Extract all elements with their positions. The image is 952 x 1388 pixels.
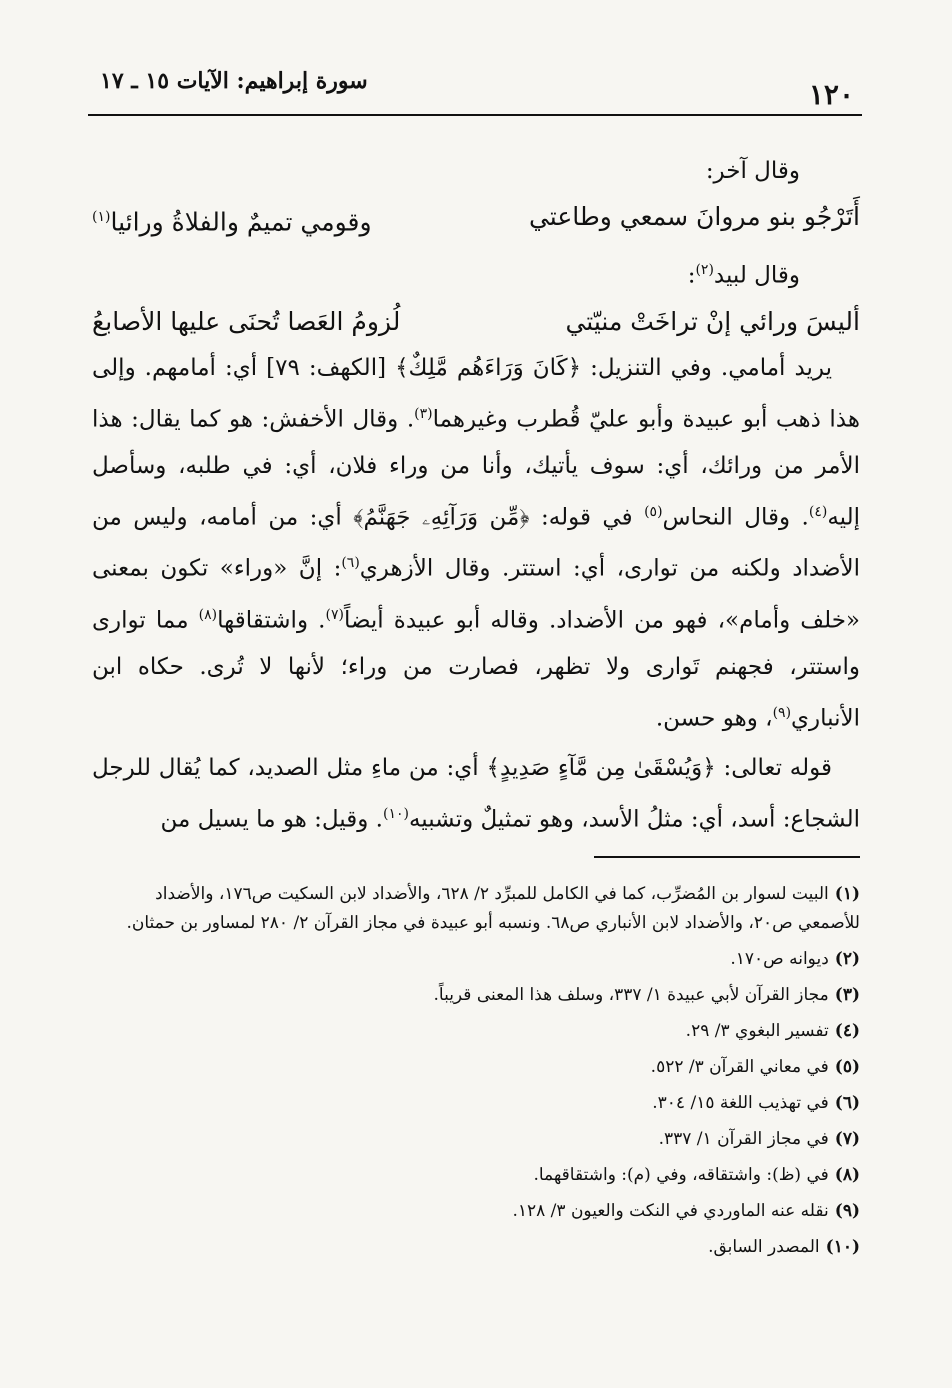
- footnote-ref-4: (٤): [808, 503, 828, 520]
- footnote-number: (٩): [834, 1201, 860, 1221]
- footnote-number: (٨): [834, 1165, 860, 1185]
- page-header: [88, 62, 862, 111]
- footnote: [92, 880, 860, 938]
- p1-text-f: . واشتقاقها: [217, 607, 326, 634]
- footnote-number: (٢): [834, 949, 860, 969]
- p1-text-h: ، وهو حسن.: [655, 705, 773, 732]
- intro-2-colon: :: [687, 262, 696, 289]
- footnote: [92, 1053, 860, 1082]
- p1-text-b: . وقال الأخفش: هو كما يقال: هذا الأمر من ورائك، أي: سوف يأتيك، وأنا من وراء فلان، أي: في طلبه، وسأصل إليه: [92, 406, 860, 531]
- page-number: ١٢٠: [808, 78, 854, 111]
- footnote-text: ديوانه ص١٧٠.: [730, 949, 829, 969]
- footnote-ref-10: (١٠): [382, 806, 409, 823]
- intro-line-1: وقال آخر:: [705, 158, 800, 184]
- footnote: [92, 981, 860, 1010]
- paragraph-1: [92, 345, 860, 741]
- verse-1-second-text: وقومي تميمٌ والفلاةُ ورائيا: [110, 207, 372, 237]
- footnote-number: (٤): [834, 1021, 860, 1041]
- verse-2-first-hemistich: أليسَ ورائي إنْ تراخَتْ منيّتي: [565, 306, 860, 336]
- footnote-ref-3: (٣): [414, 405, 433, 422]
- footnote: [92, 1017, 860, 1046]
- footnote-text: تفسير البغوي ٣/ ٢٩.: [685, 1021, 829, 1041]
- p2-text-a: قوله تعالى: ﴿وَيُسْقَىٰ مِن مَّآءٍ صَدِيدٍ﴾ أي: من ماءِ مثل الصديد، كما يُقال للرجل الشجاع: أسد، أي: مثلُ الأسد، وهو تمثيلٌ وتشبيه: [92, 755, 860, 833]
- intro-line-2: [92, 247, 860, 299]
- footnote: [92, 1197, 860, 1226]
- p2-text-b: . وقيل: هو ما يسيل من: [160, 806, 383, 833]
- footnote-number: (٣): [834, 985, 860, 1005]
- footnote-ref-7: (٧): [325, 606, 344, 623]
- p1-text-d: في قوله: ﴿مِّن وَرَآئِهِۦ جَهَنَّمُ﴾ أي: من أمامه، وليس من الأضداد ولكنه من توارى، أي: استتر. وقال الأزهري: [92, 504, 861, 582]
- header-rule: [88, 114, 862, 116]
- footnote-rule: [594, 856, 860, 858]
- verse-1-second-hemistich: [92, 194, 372, 245]
- footnote-text: المصدر السابق.: [708, 1237, 820, 1257]
- poem-verse-2: [92, 299, 860, 345]
- footnote: [92, 1233, 860, 1262]
- footnote-number: (٧): [834, 1129, 860, 1149]
- footnote-number: (١): [834, 884, 860, 904]
- footnote: [92, 945, 860, 974]
- p1-text-a: يريد أمامي. وفي التنزيل: ﴿كَانَ وَرَاءَهُم مَّلِكٌ﴾ [الكهف: ٧٩] أي: أمامهم. وإلى هذا ذهب أبو عبيدة وأبو عليّ قُطرب وغيرهما: [92, 354, 860, 433]
- footnote-ref-1: (١): [92, 209, 111, 225]
- main-text: [92, 142, 860, 843]
- running-head: سورة إبراهيم: الآيات ١٥ ـ ١٧: [100, 68, 368, 94]
- p1-text-e: : إنَّ «وراء» تكون بمعنى «خلف وأمام»، فهو من الأضداد. وقاله أبو عبيدة أيضاً: [92, 555, 861, 634]
- footnote-ref-5: (٥): [644, 503, 663, 520]
- p1-text-g: مما توارى واستتر، فجهنم تَوارى ولا تظهر، فصارت من وراء؛ لأنها لا تُرى. حكاه ابن الأنباري: [92, 607, 860, 732]
- footnote-text: في (ظ): واشتقاقه، وفي (م): واشتقاقهما.: [533, 1165, 829, 1185]
- poem-verse-1: [92, 194, 860, 245]
- footnote: [92, 1161, 860, 1190]
- footnote-ref-8: (٨): [198, 606, 218, 623]
- p1-text-c: . وقال النحاس: [662, 504, 809, 531]
- footnote: [92, 1125, 860, 1154]
- footnote-text: في تهذيب اللغة ١٥/ ٣٠٤.: [652, 1093, 829, 1113]
- footnotes: [92, 880, 860, 1269]
- footnote-number: (٦): [834, 1093, 860, 1113]
- footnote-number: (١٠): [825, 1237, 860, 1257]
- footnote-ref-6: (٦): [341, 555, 360, 572]
- verse-1-first-hemistich: أَتَرْجُو بنو مروانَ سمعي وطاعتي: [528, 202, 860, 231]
- footnote-text: في مجاز القرآن ١/ ٣٣٧.: [658, 1129, 829, 1149]
- footnote-text: مجاز القرآن لأبي عبيدة ١/ ٣٣٧، وسلف هذا المعنى قريباً.: [433, 985, 829, 1005]
- footnote-text: في معاني القرآن ٣/ ٥٢٢.: [650, 1057, 829, 1077]
- paragraph-2: [92, 745, 860, 843]
- footnote-text: نقله عنه الماوردي في النكت والعيون ٣/ ١٢٨.: [512, 1201, 829, 1221]
- footnote-text: البيت لسوار بن المُضرِّب، كما في الكامل للمبرِّد ٢/ ٦٢٨، والأضداد لابن السكيت ص١٧٦، والأضداد للأصمعي ص٢٠، والأضداد لابن الأنباري ص٦٨. ونسبه أبو عبيدة في مجاز القرآن ٢/ ٢٨٠ لمساور بن حمثان.: [126, 884, 860, 933]
- footnote-number: (٥): [834, 1057, 860, 1077]
- verse-2-second-hemistich: لُزومُ العَصا تُحنَى عليها الأصابعُ: [92, 306, 401, 336]
- footnote-ref-2: (٢): [695, 262, 714, 279]
- intro-2-text: وقال لبيد: [713, 262, 800, 289]
- footnote: [92, 1089, 860, 1118]
- footnote-ref-9: (٩): [772, 704, 792, 721]
